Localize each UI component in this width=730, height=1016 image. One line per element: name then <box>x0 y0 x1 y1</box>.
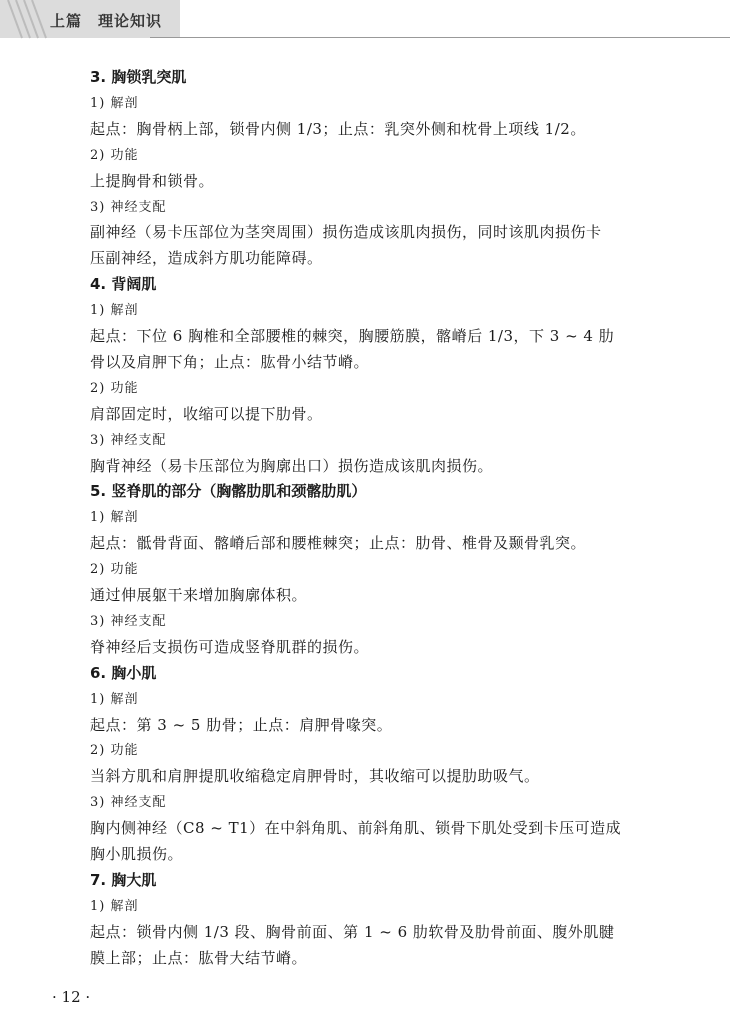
paragraph-line: 膜上部；止点：肱骨大结节嵴。 <box>90 949 308 967</box>
paragraph-line: 通过伸展躯干来增加胸廓体积。 <box>90 586 308 604</box>
paragraph-line: 胸小肌损伤。 <box>90 845 184 863</box>
paragraph-line: 起点：锁骨内侧 1/3 段、胸骨前面、第 1 ~ 6 肋软骨及肋骨前面、腹外肌腱 <box>90 923 615 941</box>
section-heading: 6. 胸小肌 <box>90 664 157 682</box>
paragraph-line: 肩部固定时，收缩可以提下肋骨。 <box>90 405 323 423</box>
paragraph-line: 起点：骶骨背面、髂嵴后部和腰椎棘突；止点：肋骨、椎骨及颞骨乳突。 <box>90 534 587 552</box>
subheading: 2) 功能 <box>90 562 139 577</box>
page-number: · 12 · <box>52 988 91 1006</box>
section-heading: 5. 竖脊肌的部分（胸髂肋肌和颈髂肋肌） <box>90 482 367 500</box>
header-title: 上篇 理论知识 <box>50 12 163 30</box>
subheading: 1) 解剖 <box>90 96 139 111</box>
subheading: 1) 解剖 <box>90 692 139 707</box>
subheading: 2) 功能 <box>90 148 139 163</box>
subheading: 1) 解剖 <box>90 899 139 914</box>
section-heading: 4. 背阔肌 <box>90 275 157 293</box>
paragraph-line: 起点：胸骨柄上部，锁骨内侧 1/3；止点：乳突外侧和枕骨上项线 1/2。 <box>90 120 586 138</box>
subheading: 2) 功能 <box>90 381 139 396</box>
section-heading: 7. 胸大肌 <box>90 871 157 889</box>
subheading: 3) 神经支配 <box>90 614 167 629</box>
paragraph-line: 压副神经，造成斜方肌功能障碍。 <box>90 249 323 267</box>
paragraph-line: 胸内侧神经（C8 ~ T1）在中斜角肌、前斜角肌、锁骨下肌处受到卡压可造成 <box>90 819 622 837</box>
subheading: 1) 解剖 <box>90 510 139 525</box>
subheading: 2) 功能 <box>90 743 139 758</box>
subheading: 3) 神经支配 <box>90 200 167 215</box>
subheading: 1) 解剖 <box>90 303 139 318</box>
paragraph-line: 起点：第 3 ~ 5 肋骨；止点：肩胛骨喙突。 <box>90 716 393 734</box>
paragraph-line: 起点：下位 6 胸椎和全部腰椎的棘突，胸腰筋膜，髂嵴后 1/3，下 3 ~ 4 肋 <box>90 327 615 345</box>
paragraph-line: 骨以及肩胛下角；止点：肱骨小结节嵴。 <box>90 353 370 371</box>
section-heading: 3. 胸锁乳突肌 <box>90 68 187 86</box>
paragraph-line: 胸背神经（易卡压部位为胸廓出口）损伤造成该肌肉损伤。 <box>90 457 494 475</box>
paragraph-line: 副神经（易卡压部位为茎突周围）损伤造成该肌肉损伤，同时该肌肉损伤卡 <box>90 223 602 241</box>
subheading: 3) 神经支配 <box>90 433 167 448</box>
paragraph-line: 上提胸骨和锁骨。 <box>90 172 215 190</box>
header-rule <box>150 37 730 38</box>
paragraph-line: 当斜方肌和肩胛提肌收缩稳定肩胛骨时，其收缩可以提肋助吸气。 <box>90 767 540 785</box>
subheading: 3) 神经支配 <box>90 795 167 810</box>
paragraph-line: 脊神经后支损伤可造成竖脊肌群的损伤。 <box>90 638 370 656</box>
running-header <box>0 0 730 40</box>
